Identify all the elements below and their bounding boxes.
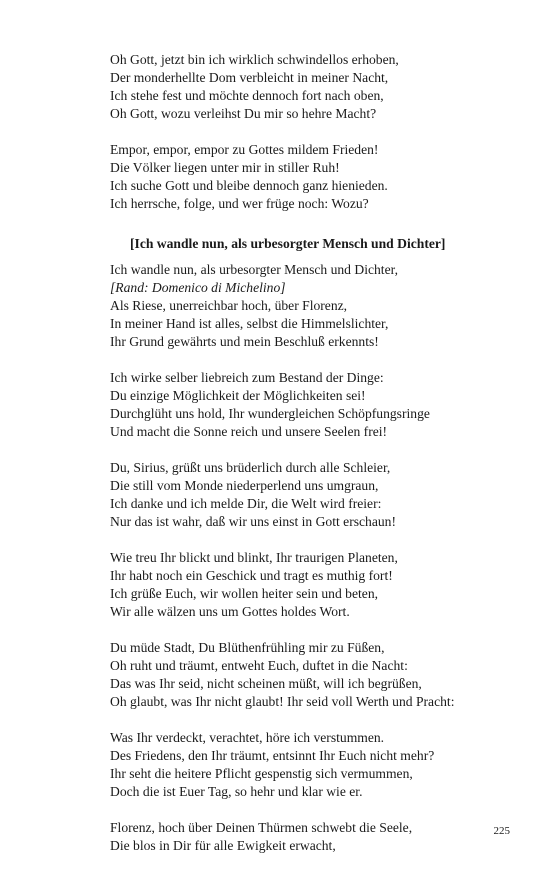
verse-line: Was Ihr verdeckt, verachtet, höre ich verstummen. [110,730,385,745]
verse-line: Du, Sirius, grüßt uns brüderlich durch alle Schleier, [110,460,391,475]
margin-note: [Rand: Domenico di Michelino] [110,280,286,295]
verse-line: Nur das ist wahr, daß wir uns einst in Gott erschaun! [110,514,396,529]
poem-heading: [Ich wandle nun, als urbesorgter Mensch und Dichter] [130,236,446,251]
stanza [110,729,530,801]
verse-line: Florenz, hoch über Deinen Thürmen schwebt die Seele, [110,820,413,835]
verse-line: Und macht die Sonne reich und unsere Seelen frei! [110,424,388,439]
verse-line: In meiner Hand ist alles, selbst die Himmelslichter, [110,316,389,331]
verse-line: Oh ruht und träumt, entweht Euch, duftet in die Nacht: [110,658,408,673]
poem-body [110,51,530,873]
stanza [110,639,530,711]
stanza [110,141,530,213]
verse-line: Wie treu Ihr blickt und blinkt, Ihr traurigen Planeten, [110,550,398,565]
verse-line: Oh Gott, jetzt bin ich wirklich schwindellos erhoben, [110,52,399,67]
stanza [110,549,530,621]
stanza [110,51,530,123]
verse-line: Ihr seht die heitere Pflicht gespenstig sich vermummen, [110,766,413,781]
verse-line: Ihr Grund gewährts und mein Beschluß erkennts! [110,334,379,349]
verse-line: Als Riese, unerreichbar hoch, über Florenz, [110,298,348,313]
verse-line: Oh glaubt, was Ihr nicht glaubt! Ihr seid voll Werth und Pracht: [110,694,455,709]
verse-line: Ich herrsche, folge, und wer früge noch: Wozu? [110,196,369,211]
verse-line: Doch die ist Euer Tag, so hehr und klar wie er. [110,784,363,799]
page-number: 225 [493,825,510,837]
verse-line: Ich danke und ich melde Dir, die Welt wird freier: [110,496,382,511]
verse-line: Ich stehe fest und möchte dennoch fort nach oben, [110,88,384,103]
verse-line: Ich grüße Euch, wir wollen heiter sein und beten, [110,586,379,601]
verse-line: Ihr habt noch ein Geschick und tragt es muthig fort! [110,568,393,583]
verse-line: Durchglüht uns hold, Ihr wundergleichen Schöpfungsringe [110,406,430,421]
verse-line: Du einzige Möglichkeit der Möglichkeiten sei! [110,388,366,403]
stanza [110,369,530,441]
stanza [110,261,530,351]
verse-line: Die Völker liegen unter mir in stiller Ruh! [110,160,340,175]
stanza [110,459,530,531]
verse-line: Die still vom Monde niederperlend uns umgraun, [110,478,379,493]
verse-line: Das was Ihr seid, nicht scheinen müßt, will ich begrüßen, [110,676,422,691]
verse-line: Der monderhellte Dom verbleicht in meiner Nacht, [110,70,389,85]
stanza [110,819,530,855]
verse-line: Des Friedens, den Ihr träumt, entsinnt Ihr Euch nicht mehr? [110,748,435,763]
verse-line: Du müde Stadt, Du Blüthenfrühling mir zu Füßen, [110,640,385,655]
verse-line: Ich wandle nun, als urbesorgter Mensch und Dichter, [110,262,398,277]
verse-line: Wir alle wälzen uns um Gottes holdes Wort. [110,604,350,619]
verse-line: Ich suche Gott und bleibe dennoch ganz hienieden. [110,178,388,193]
verse-line: Oh Gott, wozu verleihst Du mir so hehre Macht? [110,106,377,121]
verse-line: Ich wirke selber liebreich zum Bestand der Dinge: [110,370,384,385]
verse-line: Empor, empor, empor zu Gottes mildem Frieden! [110,142,379,157]
verse-line: Die blos in Dir für alle Ewigkeit erwacht, [110,838,336,853]
